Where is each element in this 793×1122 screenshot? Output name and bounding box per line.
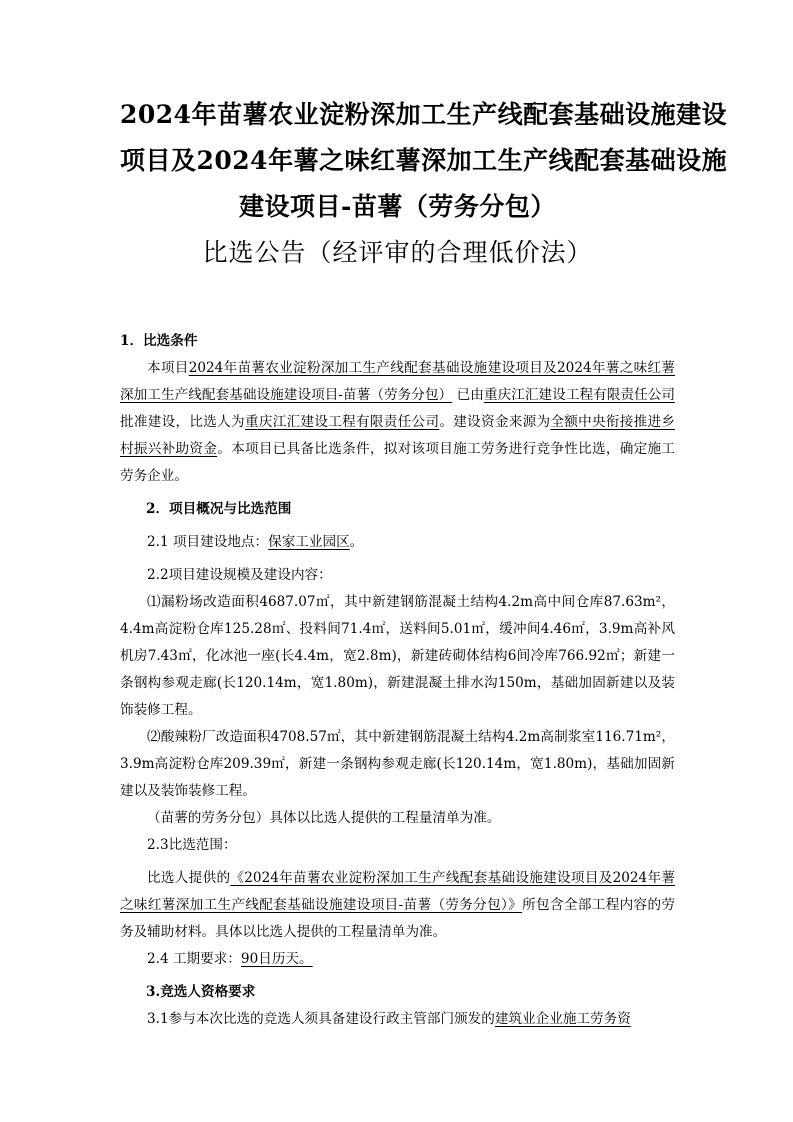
content-item-1: ⑴漏粉场改造面积4687.07㎡，其中新建钢筋混凝土结构4.2m高中间仓库87.63m²，4.4m高淀粉仓库125.28㎡、投料间71.4㎡，送料间5.01㎡，缓冲间4.46㎡，3.9m高补风机房7.43㎡，化冰池一座(长4.4m，宽2.8m)，新建砖砌体结构6间冷库766.92㎡；新建一条钢构参观走廊(长120.14m，宽1.80m)，新建混凝土排水沟150m，基础加固新建以及装饰装修工程。: [120, 594, 675, 718]
section-3-paragraph: [120, 1006, 675, 1033]
document-body: [120, 328, 675, 1033]
document-title: [120, 0, 728, 276]
title-line-1: 2024年苗薯农业淀粉深加工生产线配套基础设施建设: [120, 100, 728, 129]
title-line-3: 建设项目-苗薯（劳务分包）: [239, 192, 556, 221]
section-3-heading: 3.竞选人资格要求: [146, 984, 256, 1000]
s1-text-2: 已由: [452, 387, 484, 403]
s1-text-5: 。本项目已具备比选条件，拟对该项目施工劳务进行竞争性比选，确定施工劳务企业。: [120, 441, 676, 484]
section-1-paragraph: [120, 355, 675, 490]
range-text-2: 所包含全部工程内容的劳务及辅助材料。具体以比选人提供的工程量清单为准。: [120, 897, 676, 940]
range-project-name: 《2024年苗薯农业淀粉深加工生产线配套基础设施建设项目及2024年薯之味红薯深加工生产线配套基础设施建设项目-苗薯（劳务分包）》: [120, 870, 675, 913]
range-label: 2.3比选范围：: [147, 837, 237, 853]
scale-label: 2.2项目建设规模及建设内容：: [147, 567, 332, 583]
range-text-1: 比选人提供的: [147, 870, 231, 886]
location-label: 2.1 项目建设地点：: [147, 534, 269, 550]
location-value: 保家工业园区: [268, 534, 350, 550]
section-1-heading: 1．比选条件: [120, 333, 198, 349]
s1-text-3: 批准建设，比选人为: [120, 414, 245, 430]
period-label: 2.4 工期要求：: [147, 951, 241, 967]
approver-name: 重庆江汇建设工程有限责任公司: [483, 387, 676, 403]
title-line-2: 项目及2024年薯之味红薯深加工生产线配套基础设施: [120, 146, 728, 175]
selector-name: 重庆江汇建设工程有限责任公司: [244, 414, 440, 430]
location-end: 。: [349, 534, 364, 550]
s3-text-1: 3.1参与本次比选的竞选人须具备建设行政主管部门颁发的: [147, 1011, 495, 1027]
period-line: [120, 946, 675, 973]
s1-text-4: 。建设资金来源为: [439, 414, 551, 430]
title-line-4: 比选公告（经评审的合理低价法）: [202, 238, 593, 267]
s1-text-1: 本项目: [147, 360, 189, 376]
location-line: [120, 529, 675, 556]
section-2-heading: 2．项目概况与比选范围: [146, 501, 292, 517]
fund-source: 全额中央衔接推进乡村振兴补助资金: [120, 414, 676, 457]
qualification-text: 建筑业企业施工劳务资: [494, 1011, 631, 1027]
range-paragraph: [120, 865, 675, 946]
content-note: （苗薯的劳务分包）具体以比选人提供的工程量清单为准。: [147, 810, 501, 826]
project-name: 2024年苗薯农业淀粉深加工生产线配套基础设施建设项目及2024年薯之味红薯深加工生产线配套基础设施建设项目-苗薯（劳务分包）: [120, 360, 675, 403]
content-item-2: ⑵酸辣粉厂改造面积4708.57㎡，其中新建钢筋混凝土结构4.2m高制浆室116.71m²，3.9m高淀粉仓库209.39㎡，新建一条钢构参观走廊(长120.14m，宽1.80m)，基础加固新建以及装饰装修工程。: [120, 729, 675, 799]
period-value: 90日历天。: [240, 951, 313, 967]
